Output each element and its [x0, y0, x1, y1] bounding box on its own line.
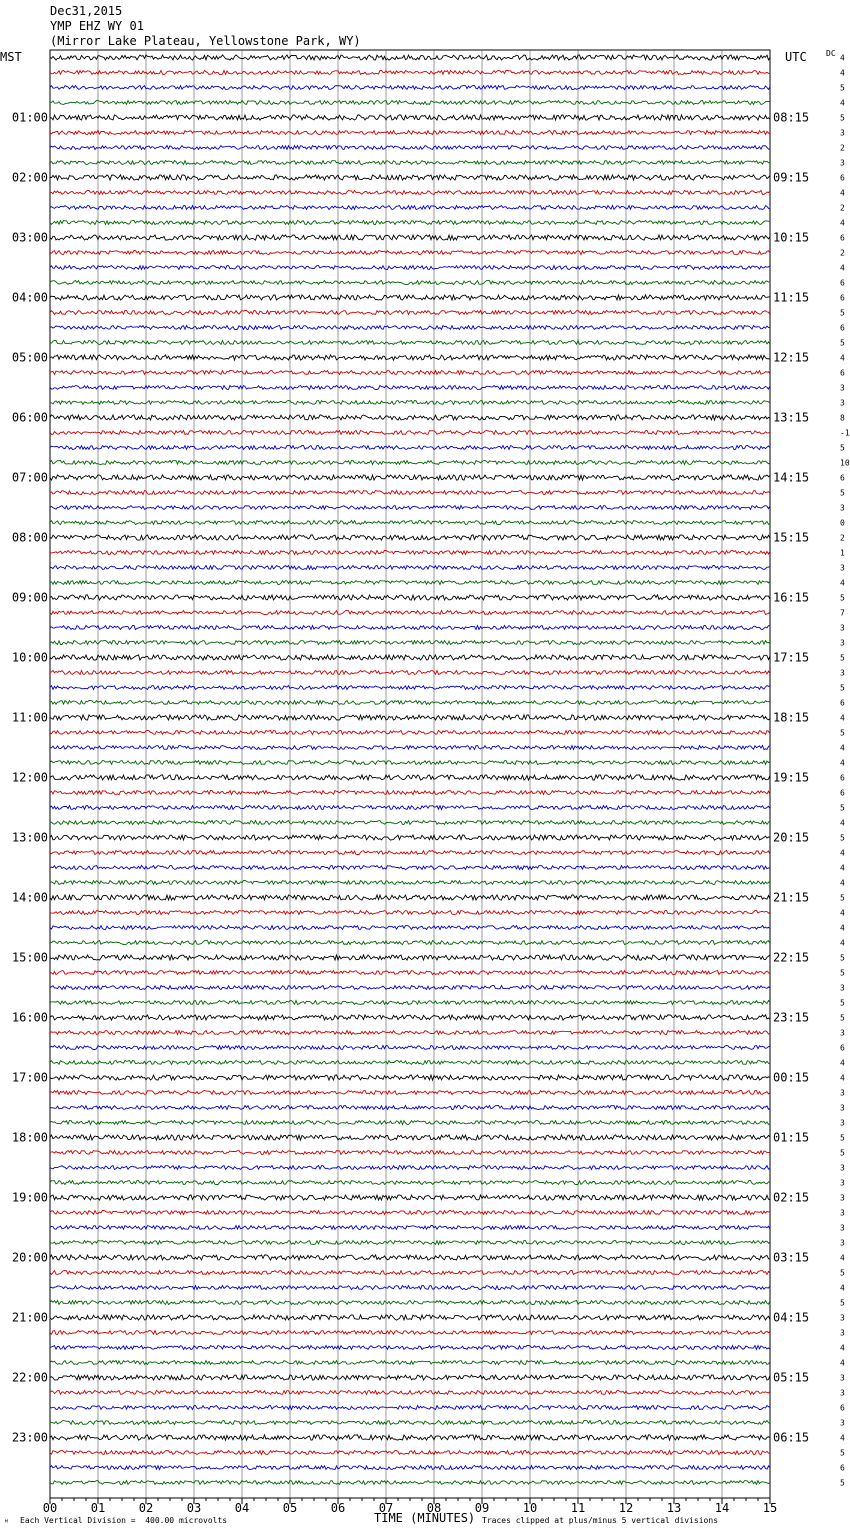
trace-line [50, 1151, 770, 1155]
dc-offset-label: 10 [840, 458, 850, 468]
left-hour-label: 10:00 [11, 650, 48, 665]
left-hour-label: 14:00 [11, 890, 48, 905]
dc-offset-label: 5 [840, 1478, 845, 1488]
dc-offset-label: 3 [840, 1193, 845, 1203]
dc-offset-label: 6 [840, 293, 845, 303]
x-tick-label: 00 [42, 1501, 58, 1515]
dc-offset-label: 5 [840, 1268, 845, 1278]
trace-line [50, 895, 770, 900]
trace-line [50, 251, 770, 255]
dc-offset-label: 3 [840, 1088, 845, 1098]
trace-line [50, 446, 770, 450]
trace-line [50, 655, 770, 660]
dc-offset-label: 4 [840, 863, 845, 873]
right-hour-label: 14:15 [773, 470, 810, 485]
trace-line [50, 1481, 770, 1485]
trace-line [50, 311, 770, 315]
trace-line [50, 115, 770, 120]
scale-annotation: Each Vertical Division = 400.00 microvolts [20, 1516, 228, 1525]
dc-offset-label: 8 [840, 413, 845, 423]
logo-mark: ᴹ [4, 1518, 9, 1527]
trace-line [50, 1241, 770, 1245]
dc-offset-label: 3 [840, 503, 845, 513]
dc-offset-label: 4 [840, 758, 845, 768]
dc-offset-label: 6 [840, 323, 845, 333]
dc-offset-label: 4 [840, 908, 845, 918]
dc-offset-label: 3 [840, 1418, 845, 1428]
dc-offset-label: 4 [840, 1433, 845, 1443]
trace-line [50, 581, 770, 585]
right-hour-label: 15:15 [773, 530, 810, 545]
left-hour-label: 22:00 [11, 1370, 48, 1385]
trace-line [50, 161, 770, 165]
dc-offset-label: 4 [840, 188, 845, 198]
trace-line [50, 131, 770, 135]
trace-line [50, 1015, 770, 1020]
dc-offset-label: 3 [840, 1028, 845, 1038]
dc-offset-label: 5 [840, 968, 845, 978]
trace-line [50, 641, 770, 645]
right-hour-label: 21:15 [773, 890, 810, 905]
trace-line [50, 206, 770, 210]
trace-line [50, 1091, 770, 1095]
trace-line [50, 986, 770, 990]
dc-offset-label: 5 [840, 1013, 845, 1023]
dc-offset-label: 3 [840, 1238, 845, 1248]
dc-offset-label: 3 [840, 1328, 845, 1338]
dc-offset-label: 4 [840, 68, 845, 78]
trace-line [50, 1121, 770, 1125]
trace-line [50, 791, 770, 795]
trace-line [50, 175, 770, 180]
trace-line [50, 71, 770, 75]
dc-offset-label: 1 [840, 548, 845, 558]
dc-offset-label: 3 [840, 983, 845, 993]
trace-line [50, 341, 770, 345]
trace-line [50, 1061, 770, 1065]
trace-line [50, 295, 770, 300]
dc-offset-label: 4 [840, 818, 845, 828]
date-label: Dec31,2015 [50, 4, 123, 18]
trace-line [50, 1211, 770, 1215]
dc-offset-label: 5 [840, 653, 845, 663]
trace-line [50, 971, 770, 975]
x-tick-label: 15 [762, 1501, 778, 1515]
left-hour-label: 23:00 [11, 1430, 48, 1445]
left-hour-label: 20:00 [11, 1250, 48, 1265]
dc-offset-label: 2 [840, 203, 845, 213]
trace-line [50, 1046, 770, 1050]
dc-offset-label: 3 [840, 623, 845, 633]
dc-offset-label: 5 [840, 953, 845, 963]
x-tick-label: 11 [570, 1501, 586, 1515]
trace-line [50, 1421, 770, 1425]
dc-offset-label: 6 [840, 173, 845, 183]
right-hour-label: 00:15 [773, 1070, 810, 1085]
trace-line [50, 491, 770, 495]
trace-line [50, 1466, 770, 1470]
trace-line [50, 371, 770, 375]
dc-offset-label: 3 [840, 1163, 845, 1173]
trace-line [50, 235, 770, 240]
x-tick-label: 06 [330, 1501, 346, 1515]
trace-line [50, 461, 770, 465]
right-hour-label: 06:15 [773, 1430, 810, 1445]
dc-offset-label: 3 [840, 1373, 845, 1383]
dc-offset-label: 4 [840, 1073, 845, 1083]
dc-offset-label: 4 [840, 743, 845, 753]
dc-offset-label: 5 [840, 683, 845, 693]
right-hour-label: 08:15 [773, 110, 810, 125]
trace-line [50, 266, 770, 270]
trace-line [50, 701, 770, 705]
dc-offset-label: 4 [840, 353, 845, 363]
right-hour-label: 23:15 [773, 1010, 810, 1025]
dc-offset-label: 4 [840, 713, 845, 723]
left-hour-label: 17:00 [11, 1070, 48, 1085]
dc-offset-label: 3 [840, 563, 845, 573]
right-hour-label: 16:15 [773, 590, 810, 605]
dc-offset-label: 4 [840, 263, 845, 273]
left-hour-label: 21:00 [11, 1310, 48, 1325]
trace-line [50, 595, 770, 600]
trace-line [50, 55, 770, 60]
trace-line [50, 1375, 770, 1380]
dc-offset-label: 6 [840, 698, 845, 708]
trace-line [50, 1301, 770, 1305]
right-hour-label: 22:15 [773, 950, 810, 965]
trace-line [50, 146, 770, 150]
trace-line [50, 626, 770, 630]
right-hour-label: 13:15 [773, 410, 810, 425]
x-tick-label: 12 [618, 1501, 634, 1515]
trace-line [50, 761, 770, 765]
trace-line [50, 851, 770, 855]
trace-line [50, 821, 770, 825]
right-hour-label: 19:15 [773, 770, 810, 785]
trace-line [50, 566, 770, 570]
trace-line [50, 941, 770, 945]
dc-offset-label: 2 [840, 533, 845, 543]
trace-line [50, 1435, 770, 1440]
dc-offset-label: 5 [840, 1298, 845, 1308]
trace-line [50, 1406, 770, 1410]
trace-line [50, 1226, 770, 1230]
dc-offset-label: 0 [840, 518, 845, 528]
dc-offset-label: 6 [840, 1463, 845, 1473]
trace-line [50, 1181, 770, 1185]
trace-line [50, 1195, 770, 1200]
trace-line [50, 686, 770, 690]
dc-offset-label: 6 [840, 278, 845, 288]
dc-offset-label: 5 [840, 308, 845, 318]
trace-line [50, 926, 770, 930]
right-hour-label: 03:15 [773, 1250, 810, 1265]
right-hour-label: 12:15 [773, 350, 810, 365]
dc-offset-label: -1 [840, 428, 850, 438]
dc-offset-label: 4 [840, 1058, 845, 1068]
dc-offset-label: 5 [840, 803, 845, 813]
trace-line [50, 535, 770, 540]
dc-offset-label: 6 [840, 788, 845, 798]
trace-line [50, 355, 770, 360]
dc-offset-label: 4 [840, 878, 845, 888]
trace-line [50, 881, 770, 885]
trace-line [50, 326, 770, 330]
trace-line [50, 1391, 770, 1395]
trace-line [50, 1001, 770, 1005]
location-label: (Mirror Lake Plateau, Yellowstone Park, WY) [50, 34, 361, 48]
dc-offset-label: 6 [840, 1403, 845, 1413]
dc-offset-label: 6 [840, 1043, 845, 1053]
trace-line [50, 415, 770, 420]
dc-offset-label: 5 [840, 1133, 845, 1143]
trace-line [50, 431, 770, 435]
dc-offset-label: 4 [840, 938, 845, 948]
right-hour-label: 05:15 [773, 1370, 810, 1385]
dc-offset-label: 5 [840, 113, 845, 123]
dc-offset-label: 4 [840, 53, 845, 63]
dc-offset-label: 5 [840, 833, 845, 843]
right-hour-label: 17:15 [773, 650, 810, 665]
dc-offset-label: 5 [840, 593, 845, 603]
left-hour-label: 09:00 [11, 590, 48, 605]
right-hour-label: 18:15 [773, 710, 810, 725]
left-hour-label: 08:00 [11, 530, 48, 545]
dc-offset-label: 3 [840, 158, 845, 168]
right-hour-label: 20:15 [773, 830, 810, 845]
dc-offset-label: 3 [840, 1388, 845, 1398]
dc-offset-label: 3 [840, 638, 845, 648]
right-hour-label: 01:15 [773, 1130, 810, 1145]
dc-offset-label: 4 [840, 923, 845, 933]
dc-offset-label: 4 [840, 578, 845, 588]
dc-offset-label: 3 [840, 383, 845, 393]
dc-offset-label: 6 [840, 773, 845, 783]
dc-offset-label: 4 [840, 1358, 845, 1368]
trace-line [50, 281, 770, 285]
trace-line [50, 1361, 770, 1365]
dc-offset-label: 5 [840, 893, 845, 903]
trace-line [50, 955, 770, 960]
trace-line [50, 551, 770, 555]
x-tick-label: 03 [186, 1501, 202, 1515]
trace-line [50, 191, 770, 195]
dc-offset-label: 3 [840, 1223, 845, 1233]
dc-offset-label: 5 [840, 1448, 845, 1458]
trace-line [50, 1271, 770, 1275]
dc-offset-label: 3 [840, 128, 845, 138]
trace-line [50, 611, 770, 615]
trace-line [50, 221, 770, 225]
dc-offset-label: 6 [840, 473, 845, 483]
trace-line [50, 806, 770, 810]
left-hour-label: 06:00 [11, 410, 48, 425]
right-timezone-label: UTC [785, 50, 807, 64]
trace-line [50, 475, 770, 480]
right-hour-label: 10:15 [773, 230, 810, 245]
dc-offset-label: 5 [840, 998, 845, 1008]
trace-line [50, 1346, 770, 1350]
dc-offset-label: 4 [840, 98, 845, 108]
right-hour-label: 04:15 [773, 1310, 810, 1325]
trace-line [50, 866, 770, 870]
trace-line [50, 835, 770, 840]
trace-line [50, 386, 770, 390]
trace-line [50, 1135, 770, 1140]
clip-annotation: Traces clipped at plus/minus 5 vertical divisions [482, 1516, 719, 1525]
dc-offset-label: 5 [840, 1148, 845, 1158]
dc-offset-label: 4 [840, 1343, 845, 1353]
dc-offset-label: 2 [840, 248, 845, 258]
trace-line [50, 775, 770, 780]
dc-offset-label: 4 [840, 218, 845, 228]
x-tick-label: 08 [426, 1501, 442, 1515]
left-timezone-label: MST [0, 50, 22, 64]
trace-line [50, 506, 770, 510]
x-tick-label: 09 [474, 1501, 490, 1515]
dc-offset-label: 6 [840, 233, 845, 243]
dc-header-label: DC [826, 49, 836, 58]
left-hour-label: 04:00 [11, 290, 48, 305]
left-hour-label: 02:00 [11, 170, 48, 185]
dc-offset-label: 4 [840, 1253, 845, 1263]
dc-offset-label: 4 [840, 1283, 845, 1293]
dc-offset-label: 5 [840, 443, 845, 453]
x-tick-label: 01 [90, 1501, 106, 1515]
trace-line [50, 731, 770, 735]
left-hour-label: 12:00 [11, 770, 48, 785]
dc-offset-label: 3 [840, 1118, 845, 1128]
dc-offset-label: 3 [840, 398, 845, 408]
left-hour-label: 01:00 [11, 110, 48, 125]
trace-line [50, 671, 770, 675]
trace-line [50, 1331, 770, 1335]
trace-line [50, 1031, 770, 1035]
dc-offset-label: 5 [840, 83, 845, 93]
dc-offset-label: 3 [840, 1208, 845, 1218]
dc-offset-label: 7 [840, 608, 845, 618]
dc-offset-label: 5 [840, 338, 845, 348]
trace-line [50, 1166, 770, 1170]
left-hour-label: 16:00 [11, 1010, 48, 1025]
trace-line [50, 521, 770, 525]
x-tick-label: 05 [282, 1501, 298, 1515]
station-label: YMP EHZ WY 01 [50, 19, 144, 33]
dc-offset-label: 4 [840, 848, 845, 858]
x-tick-label: 13 [666, 1501, 682, 1515]
trace-line [50, 715, 770, 720]
x-tick-label: 02 [138, 1501, 154, 1515]
trace-line [50, 1255, 770, 1260]
left-hour-label: 19:00 [11, 1190, 48, 1205]
trace-line [50, 101, 770, 105]
trace-line [50, 746, 770, 750]
right-hour-label: 09:15 [773, 170, 810, 185]
left-hour-label: 13:00 [11, 830, 48, 845]
trace-line [50, 911, 770, 915]
left-hour-label: 05:00 [11, 350, 48, 365]
dc-offset-label: 5 [840, 728, 845, 738]
dc-offset-label: 3 [840, 1313, 845, 1323]
dc-offset-label: 3 [840, 1103, 845, 1113]
left-hour-label: 18:00 [11, 1130, 48, 1145]
dc-offset-label: 5 [840, 488, 845, 498]
right-hour-label: 11:15 [773, 290, 810, 305]
dc-offset-label: 6 [840, 368, 845, 378]
x-tick-label: 14 [714, 1501, 730, 1515]
x-tick-label: 10 [522, 1501, 538, 1515]
trace-line [50, 1286, 770, 1290]
left-hour-label: 07:00 [11, 470, 48, 485]
x-tick-label: 07 [378, 1501, 394, 1515]
left-hour-label: 15:00 [11, 950, 48, 965]
plot-frame [50, 50, 770, 1498]
trace-line [50, 86, 770, 90]
x-tick-label: 04 [234, 1501, 250, 1515]
trace-line [50, 1451, 770, 1455]
dc-offset-label: 2 [840, 143, 845, 153]
trace-line [50, 401, 770, 405]
left-hour-label: 03:00 [11, 230, 48, 245]
left-hour-label: 11:00 [11, 710, 48, 725]
trace-line [50, 1315, 770, 1320]
trace-line [50, 1075, 770, 1080]
dc-offset-label: 3 [840, 668, 845, 678]
dc-offset-label: 3 [840, 1178, 845, 1188]
x-axis-title: TIME (MINUTES) [374, 1511, 476, 1525]
right-hour-label: 02:15 [773, 1190, 810, 1205]
trace-line [50, 1106, 770, 1110]
